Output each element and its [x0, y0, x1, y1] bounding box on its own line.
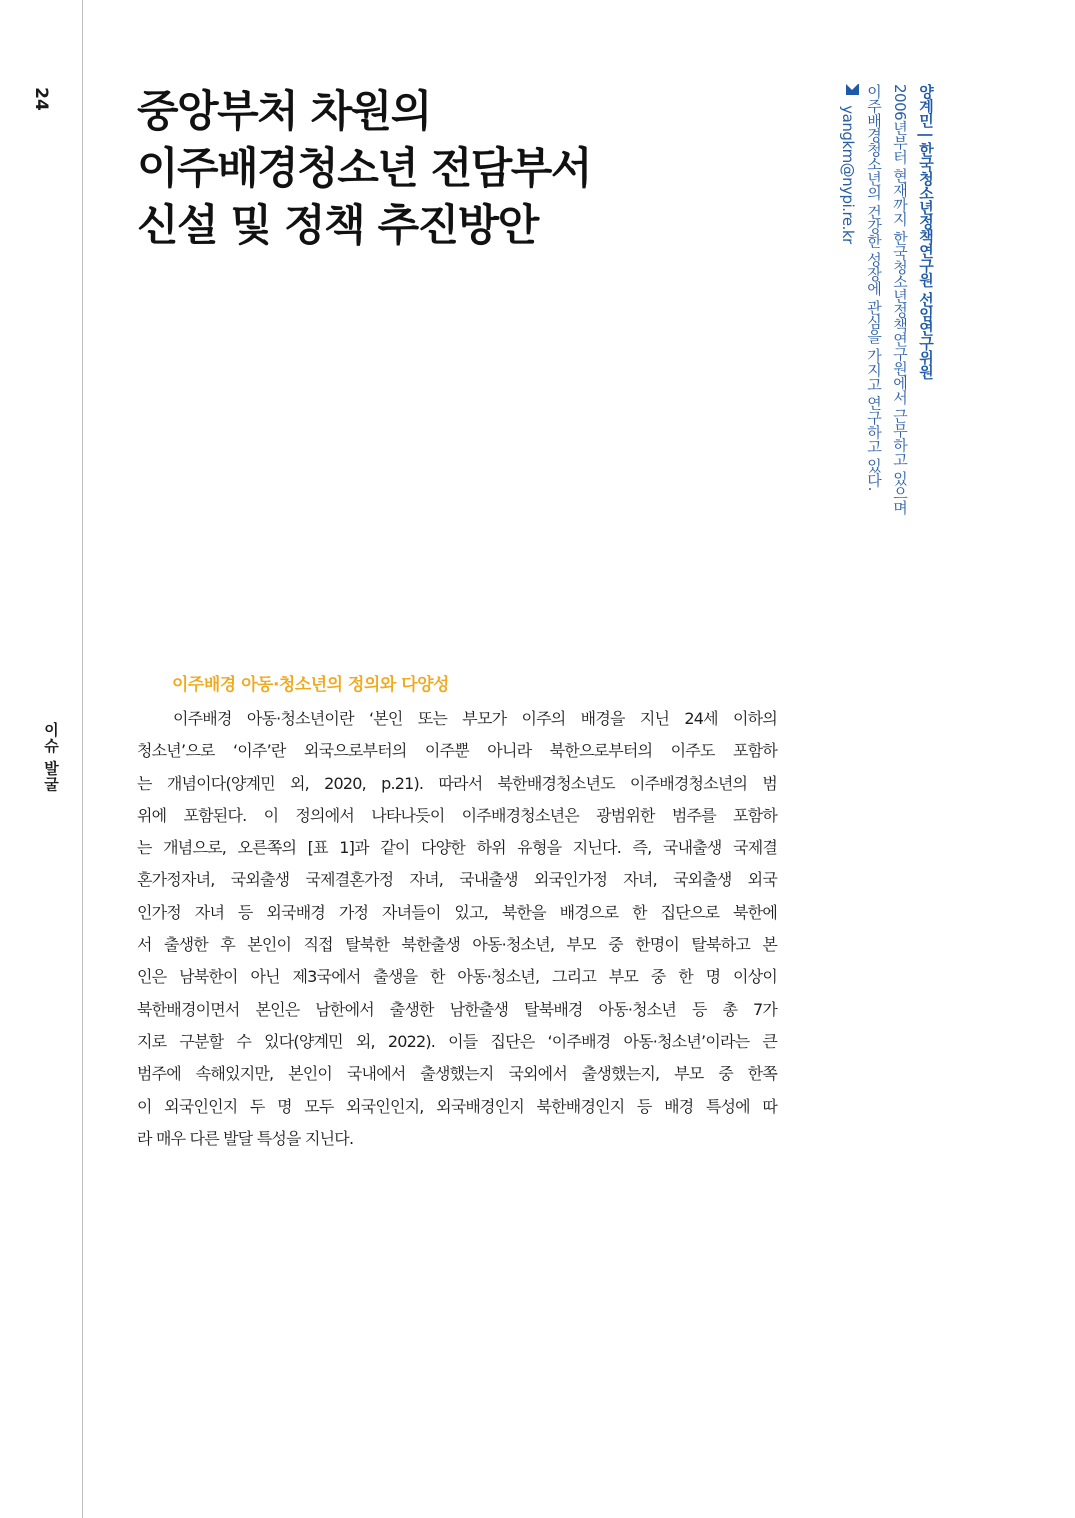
author-email-row — [835, 84, 861, 644]
body-line: 청소년’으로 ‘이주’란 외국으로부터의 이주뿐 아니라 북한으로부터의 이주도 포함하 — [137, 741, 777, 761]
body-paragraph — [137, 703, 777, 1155]
body-line: 혼가정자녀, 국외출생 국제결혼가정 자녀, 국내출생 외국인가정 자녀, 국외출생 외국 — [137, 870, 777, 890]
article-title — [137, 84, 777, 255]
body-line: 는 개념이다(양계민 외, 2020, p.21). 따라서 북한배경청소년도 이주배경청소년의 범 — [137, 773, 777, 793]
gutter-divider — [82, 0, 83, 1518]
body-line: 위에 포함된다. 이 정의에서 나타나듯이 이주배경청소년은 광범위한 범주를 포함하 — [137, 805, 777, 825]
section-label: 이슈 발굴 — [42, 722, 60, 793]
body-line: 지로 구분할 수 있다(양계민 외, 2022). 이들 집단은 ‘이주배경 아동·청소년’이라는 큰 — [137, 1031, 777, 1051]
page-number: 24 — [31, 87, 51, 111]
body-line: 라 매우 다른 발달 특성을 지닌다. — [137, 1128, 354, 1148]
title-line: 이주배경청소년 전담부서 — [137, 144, 591, 194]
author-description-line: 이주배경청소년의 건강한 성장에 관심을 가지고 연구하고 있다. — [865, 84, 883, 491]
mail-icon — [846, 84, 859, 95]
section-heading: 이주배경 아동·청소년의 정의와 다양성 — [172, 675, 449, 695]
author-heading: 양계민 | 한국청소년정책연구원 선임연구위원 — [917, 84, 935, 379]
body-line: 는 개념으로, 오른쪽의 [표 1]과 같이 다양한 하위 유형을 지닌다. 즉, 국내출생 국제결 — [137, 838, 777, 858]
body-line: 이 외국인인지 두 명 모두 외국인인지, 외국배경인지 북한배경인지 등 배경 특성에 따 — [137, 1096, 777, 1116]
author-description-line: 2006년부터 현재까지 한국청소년정책연구원에서 근무하고 있으며 — [891, 84, 909, 515]
body-line: 인은 남북한이 아닌 제3국에서 출생을 한 아동·청소년, 그리고 부모 중 한 명 이상이 — [137, 967, 777, 987]
title-line: 중앙부처 차원의 — [137, 87, 431, 137]
body-line: 범주에 속해있지만, 본인이 국내에서 출생했는지 국외에서 출생했는지, 부모 중 한쪽 — [137, 1064, 777, 1084]
author-info — [835, 84, 939, 644]
author-email[interactable]: yangkm@nypi.re.kr — [839, 105, 857, 244]
body-line: 서 출생한 후 본인이 직접 탈북한 북한출생 아동·청소년, 부모 중 한명이 탈북하고 본 — [137, 935, 777, 955]
title-line: 신설 및 정책 추진방안 — [137, 201, 538, 251]
body-line: 인가정 자녀 등 외국배경 가정 자녀들이 있고, 북한을 배경으로 한 집단으로 북한에 — [137, 902, 777, 922]
body-line: 이주배경 아동·청소년이란 ‘본인 또는 부모가 이주의 배경을 지닌 24세 이하의 — [173, 709, 777, 728]
body-line: 북한배경이면서 본인은 남한에서 출생한 남한출생 탈북배경 아동·청소년 등 총 7가 — [137, 999, 777, 1019]
